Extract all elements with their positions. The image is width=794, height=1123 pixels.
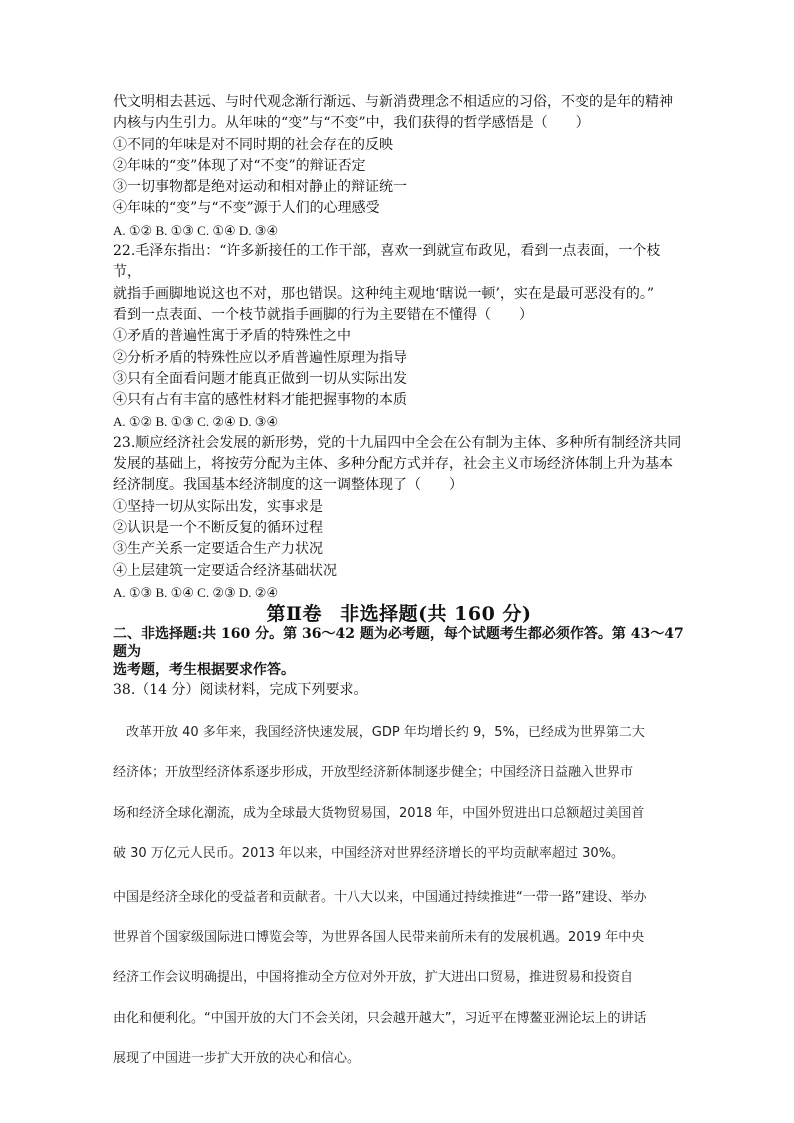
q22-choices: A. ①② B. ①③ C. ②④ D. ③④ xyxy=(113,414,279,430)
q22-option-1: ①矛盾的普遍性寓于矛盾的特殊性之中 xyxy=(113,328,351,345)
q38-material-paragraph-2 xyxy=(113,878,685,1079)
q22-option-4: ④只有占有丰富的感性材料才能把握事物的本质 xyxy=(113,392,407,409)
question-38 xyxy=(113,679,685,1079)
question-23 xyxy=(113,433,685,603)
q23-option-4: ④上层建筑一定要适合经济基础状况 xyxy=(113,562,337,579)
q22-option-2: ②分析矛盾的特殊性应以矛盾普遍性原理为指导 xyxy=(113,349,407,366)
q21-option-2: ②年味的“变”体现了对“不变”的辩证否定 xyxy=(113,157,366,174)
page-content xyxy=(113,92,685,1079)
q38-p2-line-3: 经济工作会议明确提出，中国将推动全方位对外开放，扩大进出口贸易，推进贸易和投资自 xyxy=(113,970,634,986)
question-21 xyxy=(113,92,685,241)
q38-p1-line-3: 场和经济全球化潮流，成为全球最大货物贸易国，2018 年，中国外贸进出口总额超过美国首 xyxy=(113,805,645,821)
section-title-part-2: 非选择题(共 160 分) xyxy=(340,603,532,626)
q22-option-3: ③只有全面看问题才能真正做到一切从实际出发 xyxy=(113,370,407,387)
q21-option-1: ①不同的年味是对不同时期的社会存在的反映 xyxy=(113,136,393,153)
q38-header: 38.（14 分）阅读材料，完成下列要求。 xyxy=(113,682,368,699)
section-title xyxy=(113,603,685,625)
section-two xyxy=(113,603,685,679)
q22-stem-line-1: 22.毛泽东指出：“许多新接任的工作干部，喜欢一到就宣布政见，看到一点表面，一个枝节， xyxy=(113,243,661,281)
question-22 xyxy=(113,241,685,433)
q21-stem-line-1: 代文明相去甚远、与时代观念渐行渐远、与新消费理念不相适应的习俗，不变的是年的精神 xyxy=(113,94,673,110)
q23-stem-line-1: 23.顺应经济社会发展的新形势，党的十九届四中全会在公有制为主体、多种所有制经济共同 xyxy=(113,434,682,451)
q21-choices: A. ①② B. ①③ C. ①④ D. ③④ xyxy=(113,222,279,238)
q38-p2-line-5: 展现了中国进一步扩大开放的决心和信心。 xyxy=(113,1050,361,1066)
q23-stem-line-3: 经济制度。我国基本经济制度的这一调整体现了（ ） xyxy=(113,477,463,494)
q23-option-3: ③生产关系一定要适合生产力状况 xyxy=(113,541,323,558)
q23-stem-line-2: 发展的基础上，将按劳分配为主体、多种分配方式并存，社会主义市场经济体制上升为基本 xyxy=(113,456,673,473)
q38-material-paragraph-1 xyxy=(113,713,685,874)
q38-p1-line-1: 改革开放 40 多年来，我国经济快速发展，GDP 年均增长约 9，5%，已经成为世界第二大 xyxy=(126,725,645,741)
section-instructions-line-1: 二、非选择题:共 160 分。第 36～42 题为必考题，每个试题考生都必须作答。第 43～47 题为 xyxy=(113,626,684,661)
section-title-part-1: 第Ⅱ卷 xyxy=(266,603,323,626)
q38-p2-line-1: 中国是经济全球化的受益者和贡献者。十八大以来，中国通过持续推进“一带一路”建设、举办 xyxy=(113,889,647,905)
q23-choices: A. ①③ B. ①④ C. ②③ D. ②④ xyxy=(113,584,279,600)
q38-p1-line-2: 经济体；开放型经济体系逐步形成，开放型经济新体制逐步健全；中国经济日益融入世界市 xyxy=(113,765,634,781)
q23-option-2: ②认识是一个不断反复的循环过程 xyxy=(113,519,323,536)
q38-p2-line-2: 世界首个国家级国际进口博览会等，为世界各国人民带来前所未有的发展机遇。2019 年中央 xyxy=(113,930,645,946)
q21-stem-line-2: 内核与内生引力。从年味的“变”与“不变”中，我们获得的哲学感悟是（ ） xyxy=(113,115,590,132)
q21-option-4: ④年味的“变”与“不变”源于人们的心理感受 xyxy=(113,200,380,217)
q23-option-1: ①坚持一切从实际出发，实事求是 xyxy=(113,498,323,515)
q38-p2-line-4: 由化和便利化。“中国开放的大门不会关闭，只会越开越大”，习近平在博鳌亚洲论坛上的讲话 xyxy=(113,1010,647,1026)
q22-stem-line-3: 看到一点表面、一个枝节就指手画脚的行为主要错在不懂得（ ） xyxy=(113,306,533,323)
q21-option-3: ③一切事物都是绝对运动和相对静止的辩证统一 xyxy=(113,179,407,196)
q38-p1-line-4: 破 30 万亿元人民币。2013 年以来，中国经济对世界经济增长的平均贡献率超过 30%。 xyxy=(113,845,625,861)
q22-stem-line-2: 就指手画脚地说这也不对，那也错误。这种纯主观地‘瞎说一顿’，实在是最可恶没有的。” xyxy=(113,285,655,302)
section-instructions-line-2: 选考题，考生根据要求作答。 xyxy=(113,662,295,679)
